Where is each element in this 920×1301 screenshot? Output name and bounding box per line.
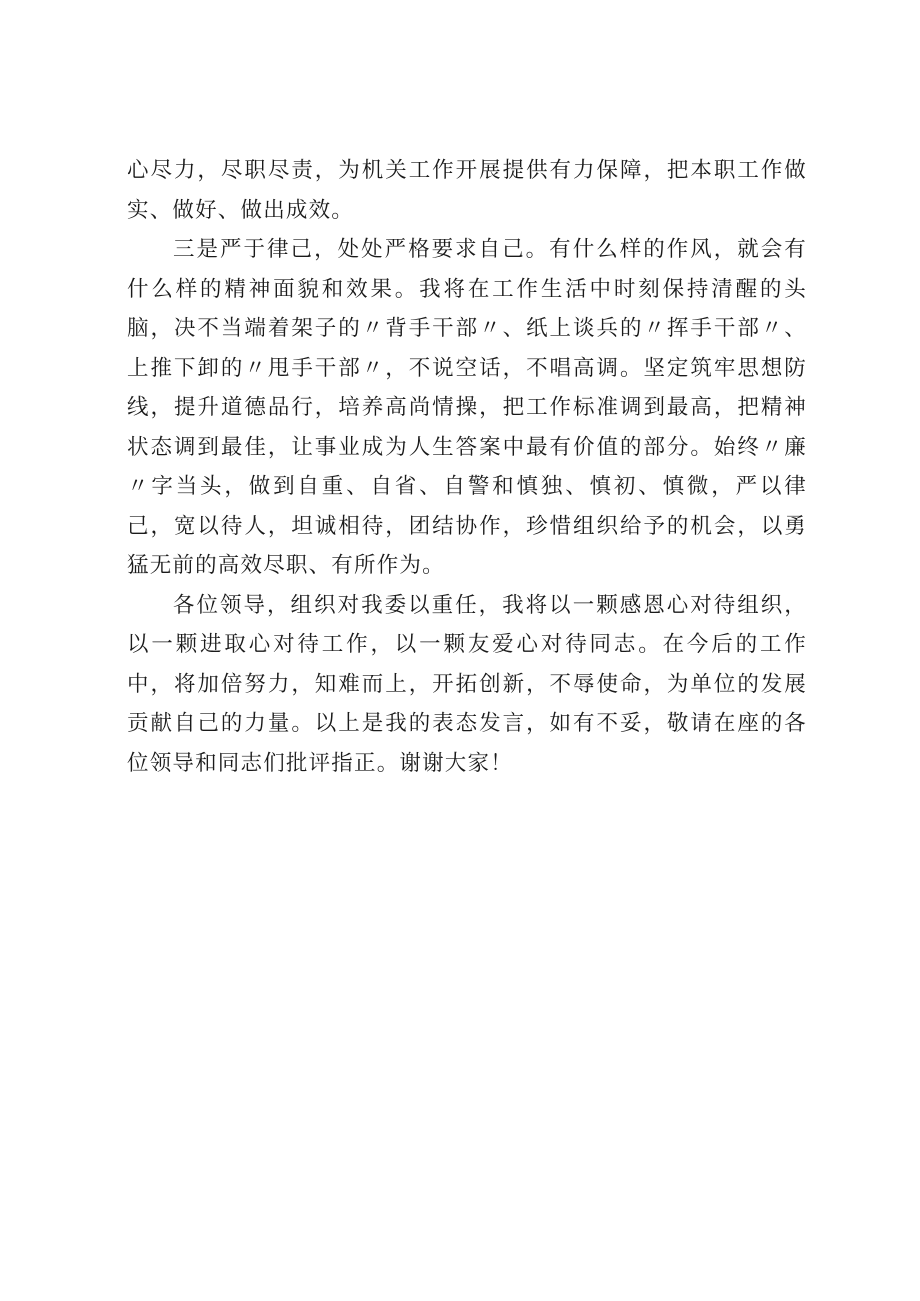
paragraph-continuation: 心尽力，尽职尽责，为机关工作开展提供有力保障，把本职工作做实、做好、做出成效。 (127, 158, 807, 223)
document-body (127, 151, 807, 783)
paragraph-closing: 各位领导，组织对我委以重任，我将以一颗感恩心对待组织，以一颗进取心对待工作，以一颗友爱心对待同志。在今后的工作中，将加倍努力，知难而上，开拓创新，不辱使命，为单位的发展贡献自己的力量。以上是我的表态发言，如有不妥，敬请在座的各位领导和同志们批评指正。谢谢大家！ (127, 592, 807, 776)
paragraph-self-discipline: 三是严于律己，处处严格要求自己。有什么样的作风，就会有什么样的精神面貌和效果。我将在工作生活中时刻保持清醒的头脑，决不当端着架子的〃背手干部〃、纸上谈兵的〃挥手干部〃、上推下卸的〃甩手干部〃，不说空话，不唱高调。坚定筑牢思想防线，提升道德品行，培养高尚情操，把工作标准调到最高，把精神状态调到最佳，让事业成为人生答案中最有价值的部分。始终〃廉〃字当头，做到自重、自省、自警和慎独、慎初、慎微，严以律己，宽以待人，坦诚相待，团结协作，珍惜组织给予的机会，以勇猛无前的高效尽职、有所作为。 (127, 237, 807, 578)
